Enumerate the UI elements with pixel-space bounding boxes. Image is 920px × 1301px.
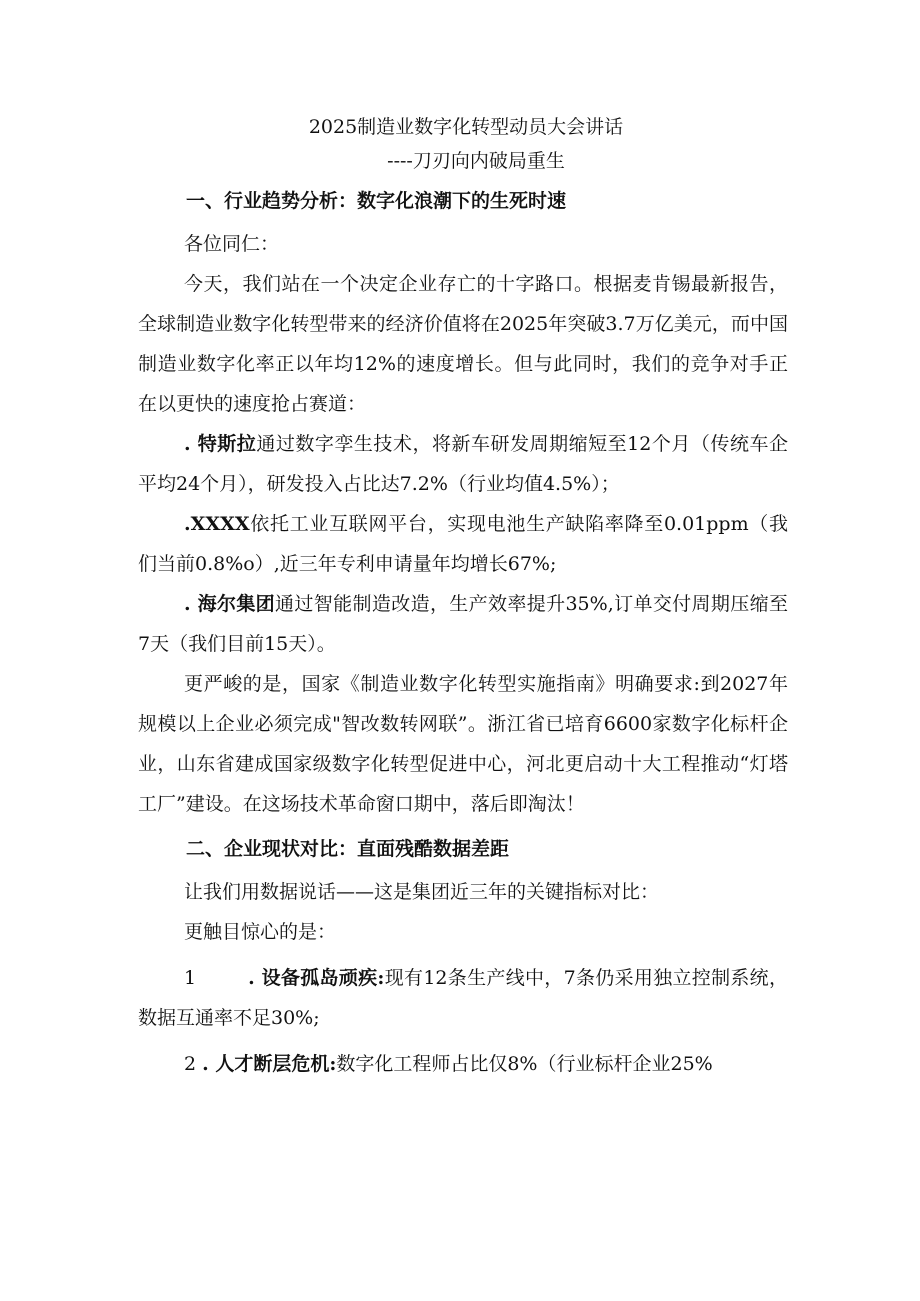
list-lead: . 人才断层危机: bbox=[202, 1053, 337, 1075]
case-text: 通过数字孪生技术，将新车研发周期缩短至12个月（传统车企平均24个月），研发投入占比达7.2%（行业均值4.5%）； bbox=[138, 433, 788, 495]
list-item-1 bbox=[138, 958, 788, 1038]
document-subtitle: ----刀刃向内破局重生 bbox=[387, 150, 565, 172]
list-text: 数字化工程师占比仅8%（行业标杆企业25% bbox=[336, 1053, 713, 1075]
document-title: 2025制造业数字化转型动员大会讲话 bbox=[308, 116, 624, 138]
greeting: 各位同仁： bbox=[184, 233, 280, 255]
list-text: 现有12条生产线中，7条仍采用独立控制系统，数据互通率不足30%; bbox=[138, 967, 788, 1029]
section-1-heading: 一、行业趋势分析：数字化浪潮下的生死时速 bbox=[186, 190, 567, 212]
case-tesla bbox=[138, 424, 788, 504]
section-1-intro: 今天，我们站在一个决定企业存亡的十字路口。根据麦肯锡最新报告，全球制造业数字化转型带来的经济价值将在2025年突破3.7万亿美元，而中国制造业数字化率正以年均12%的速度增长。但与此同时，我们的竞争对手正在以更快的速度抢占赛道： bbox=[138, 273, 788, 415]
list-lead: . 设备孤岛顽疾: bbox=[248, 967, 385, 989]
section-2-lead-in: 更触目惊心的是： bbox=[184, 921, 337, 943]
section-2-intro: 让我们用数据说话——这是集团近三年的关键指标对比： bbox=[184, 881, 660, 903]
list-item-2 bbox=[138, 1044, 788, 1084]
case-xxxx bbox=[138, 504, 788, 584]
case-lead: .XXXX bbox=[184, 513, 250, 535]
case-text: 通过智能制造改造，生产效率提升35%,订单交付周期压缩至7天（我们目前15天）。 bbox=[138, 593, 788, 655]
case-text: 依托工业互联网平台，实现电池生产缺陷率降至0.01ppm（我们当前0.8%o）,近三年专利申请量年均增长67%; bbox=[138, 513, 788, 575]
list-number: 2 bbox=[184, 1053, 197, 1075]
section-2-heading: 二、企业现状对比：直面残酷数据差距 bbox=[186, 838, 510, 860]
case-haier bbox=[138, 584, 788, 664]
case-lead: . 特斯拉 bbox=[184, 433, 257, 455]
list-number: 1 bbox=[184, 967, 197, 989]
policy-paragraph: 更严峻的是，国家《制造业数字化转型实施指南》明确要求:到2027年规模以上企业必须完成"智改数转网联”。浙江省已培育6600家数字化标杆企业，山东省建成国家级数字化转型促进中心，河北更启动十大工程推动“灯塔工厂”建设。在这场技术革命窗口期中，落后即淘汰！ bbox=[138, 673, 788, 815]
case-lead: . 海尔集团 bbox=[184, 593, 276, 615]
